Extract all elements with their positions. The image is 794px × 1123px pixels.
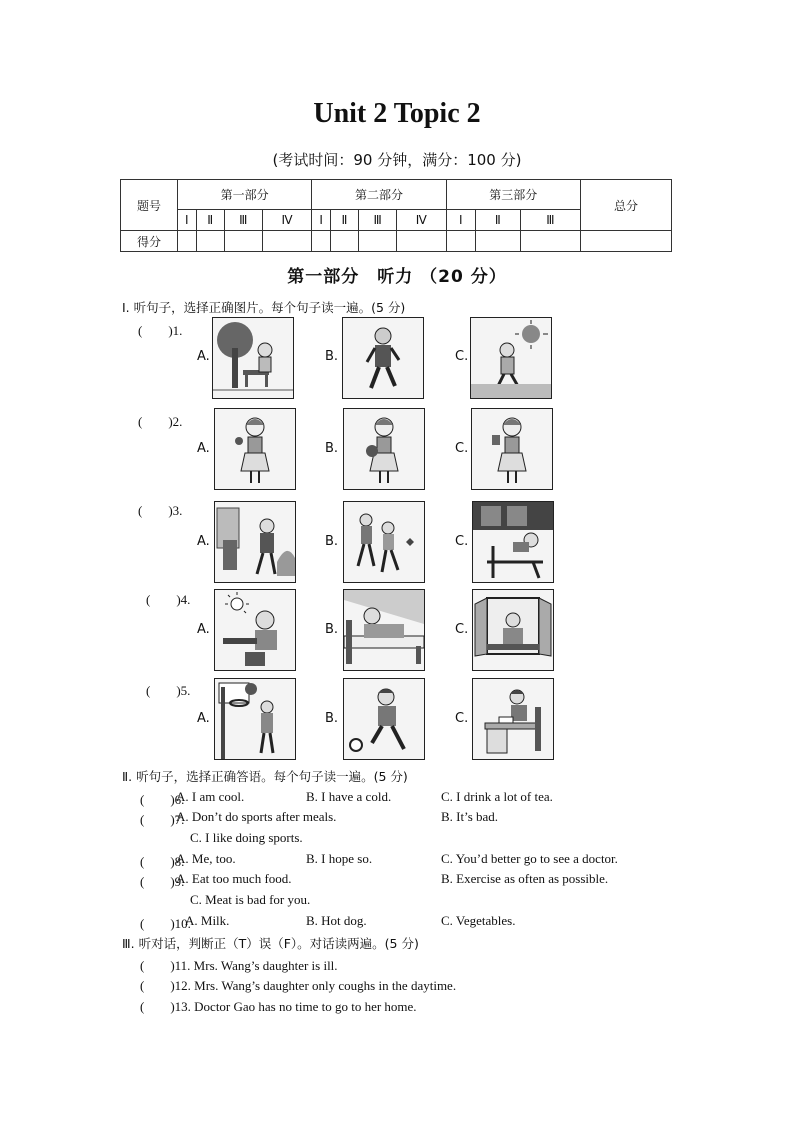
option-b-label: B.	[325, 622, 339, 637]
option-c: C. Meat is bad for you.	[190, 892, 311, 907]
q4-picture-b[interactable]	[343, 589, 425, 671]
q5-picture-b[interactable]	[343, 678, 425, 760]
sub-header: Ⅲ	[224, 210, 262, 231]
sub-header: Ⅱ	[476, 210, 521, 231]
option-b-label: B.	[325, 441, 339, 456]
option-b: B. It’s bad.	[441, 809, 499, 824]
question-10-number: ( )10.	[140, 916, 191, 931]
option-a-label: A.	[197, 534, 210, 549]
sub-header: Ⅱ	[330, 210, 358, 231]
q1-picture-a[interactable]	[212, 317, 294, 399]
q1-picture-c[interactable]	[470, 317, 552, 399]
part-header-3: 第三部分	[446, 180, 580, 210]
part-one-title: 第一部分 听力 （20 分）	[287, 267, 507, 287]
question-5-number: ( )5.	[146, 683, 191, 698]
q5-picture-a[interactable]	[214, 678, 296, 760]
q2-picture-b[interactable]	[343, 408, 425, 490]
sub-header: Ⅲ	[359, 210, 397, 231]
score-cell[interactable]	[196, 231, 224, 252]
option-b-label: B.	[325, 711, 339, 726]
option-b: B. I hope so.	[306, 851, 373, 866]
person-in-bed-image	[344, 590, 424, 670]
score-cell[interactable]	[262, 231, 312, 252]
score-cell[interactable]	[446, 231, 475, 252]
basketball-player-image	[215, 679, 295, 759]
score-cell[interactable]	[359, 231, 397, 252]
page-title: Unit 2 Topic 2	[313, 98, 481, 129]
exam-info: (考试时间：90 分钟，满分：100 分)	[272, 151, 522, 169]
option-a: A. Don’t do sports after meals.	[176, 809, 337, 824]
part-header-1: 第一部分	[178, 180, 312, 210]
man-exercise-machine-image	[473, 502, 553, 582]
section-2-heading: Ⅱ. 听句子，选择正确答语。每个句子读一遍。(5 分)	[122, 769, 408, 784]
q4-picture-c[interactable]	[472, 589, 554, 671]
q2-picture-a[interactable]	[214, 408, 296, 490]
sub-header: Ⅰ	[446, 210, 475, 231]
option-c-label: C.	[455, 349, 469, 364]
q3-picture-b[interactable]	[343, 501, 425, 583]
man-sun-image	[471, 318, 551, 398]
option-a: A. Me, too.	[176, 851, 236, 866]
question-1-number: ( )1.	[138, 323, 183, 338]
question-7-number: ( )7.	[140, 812, 185, 827]
question-2-number: ( )2.	[138, 414, 183, 429]
question-3-number: ( )3.	[138, 503, 183, 518]
sub-header: Ⅲ	[520, 210, 580, 231]
row-label-number: 题号	[121, 180, 178, 231]
option-c: C. You’d better go to see a doctor.	[441, 851, 618, 866]
score-cell[interactable]	[178, 231, 197, 252]
q1-picture-b[interactable]	[342, 317, 424, 399]
q3-picture-c[interactable]	[472, 501, 554, 583]
row-label-score: 得分	[121, 231, 178, 252]
total-score-cell[interactable]	[581, 231, 672, 252]
question-6-number: ( )6.	[140, 792, 185, 807]
girl-image	[215, 409, 295, 489]
option-c: C. I like doing sports.	[190, 830, 303, 845]
boy-studying-desk-image	[473, 679, 553, 759]
option-a-label: A.	[197, 349, 210, 364]
option-c: C. I drink a lot of tea.	[441, 789, 553, 804]
question-11: ( )11. Mrs. Wang’s daughter is ill.	[140, 958, 338, 973]
option-a: A. I am cool.	[176, 789, 245, 804]
option-c-label: C.	[455, 534, 469, 549]
girl-image	[472, 409, 552, 489]
option-b: B. Hot dog.	[306, 913, 367, 928]
q5-picture-c[interactable]	[472, 678, 554, 760]
score-cell[interactable]	[520, 231, 580, 252]
question-12: ( )12. Mrs. Wang’s daughter only coughs in the daytime.	[140, 978, 457, 993]
score-table	[120, 179, 672, 252]
sub-header: Ⅰ	[178, 210, 197, 231]
q2-picture-c[interactable]	[471, 408, 553, 490]
question-9-number: ( )9.	[140, 874, 185, 889]
score-cell[interactable]	[330, 231, 358, 252]
question-4-number: ( )4.	[146, 592, 191, 607]
option-c: C. Vegetables.	[441, 913, 516, 928]
part-header-2: 第二部分	[312, 180, 446, 210]
children-playing-image	[344, 502, 424, 582]
option-b: B. Exercise as often as possible.	[441, 871, 609, 886]
sub-header: Ⅰ	[312, 210, 331, 231]
sub-header: Ⅳ	[397, 210, 447, 231]
option-a-label: A.	[197, 711, 210, 726]
score-cell[interactable]	[312, 231, 331, 252]
q4-picture-a[interactable]	[214, 589, 296, 671]
man-sweating-sun-image	[215, 590, 295, 670]
option-b: B. I have a cold.	[306, 789, 392, 804]
option-c-label: C.	[455, 711, 469, 726]
option-b-label: B.	[325, 534, 339, 549]
total-header: 总分	[581, 180, 672, 231]
option-a-label: A.	[197, 441, 210, 456]
q3-picture-a[interactable]	[214, 501, 296, 583]
boy-football-image	[344, 679, 424, 759]
running-man-image	[343, 318, 423, 398]
option-a-label: A.	[197, 622, 210, 637]
section-1-heading: Ⅰ. 听句子，选择正确图片。每个句子读一遍。(5 分)	[122, 300, 406, 315]
section-3-heading: Ⅲ. 听对话，判断正（T）误（F）。对话读两遍。(5 分)	[122, 936, 419, 951]
score-cell[interactable]	[397, 231, 447, 252]
question-8-number: ( )8.	[140, 854, 185, 869]
old-man-bench-image	[213, 318, 293, 398]
score-cell[interactable]	[224, 231, 262, 252]
question-13: ( )13. Doctor Gao has no time to go to her home.	[140, 999, 417, 1014]
option-a: A. Eat too much food.	[176, 871, 292, 886]
option-b-label: B.	[325, 349, 339, 364]
man-mailbox-image	[215, 502, 295, 582]
sub-header: Ⅱ	[196, 210, 224, 231]
option-c-label: C.	[455, 622, 469, 637]
person-window-image	[473, 590, 553, 670]
sub-header: Ⅳ	[262, 210, 312, 231]
girl-image	[344, 409, 424, 489]
option-a: A. Milk.	[185, 913, 230, 928]
score-cell[interactable]	[476, 231, 521, 252]
option-c-label: C.	[455, 441, 469, 456]
